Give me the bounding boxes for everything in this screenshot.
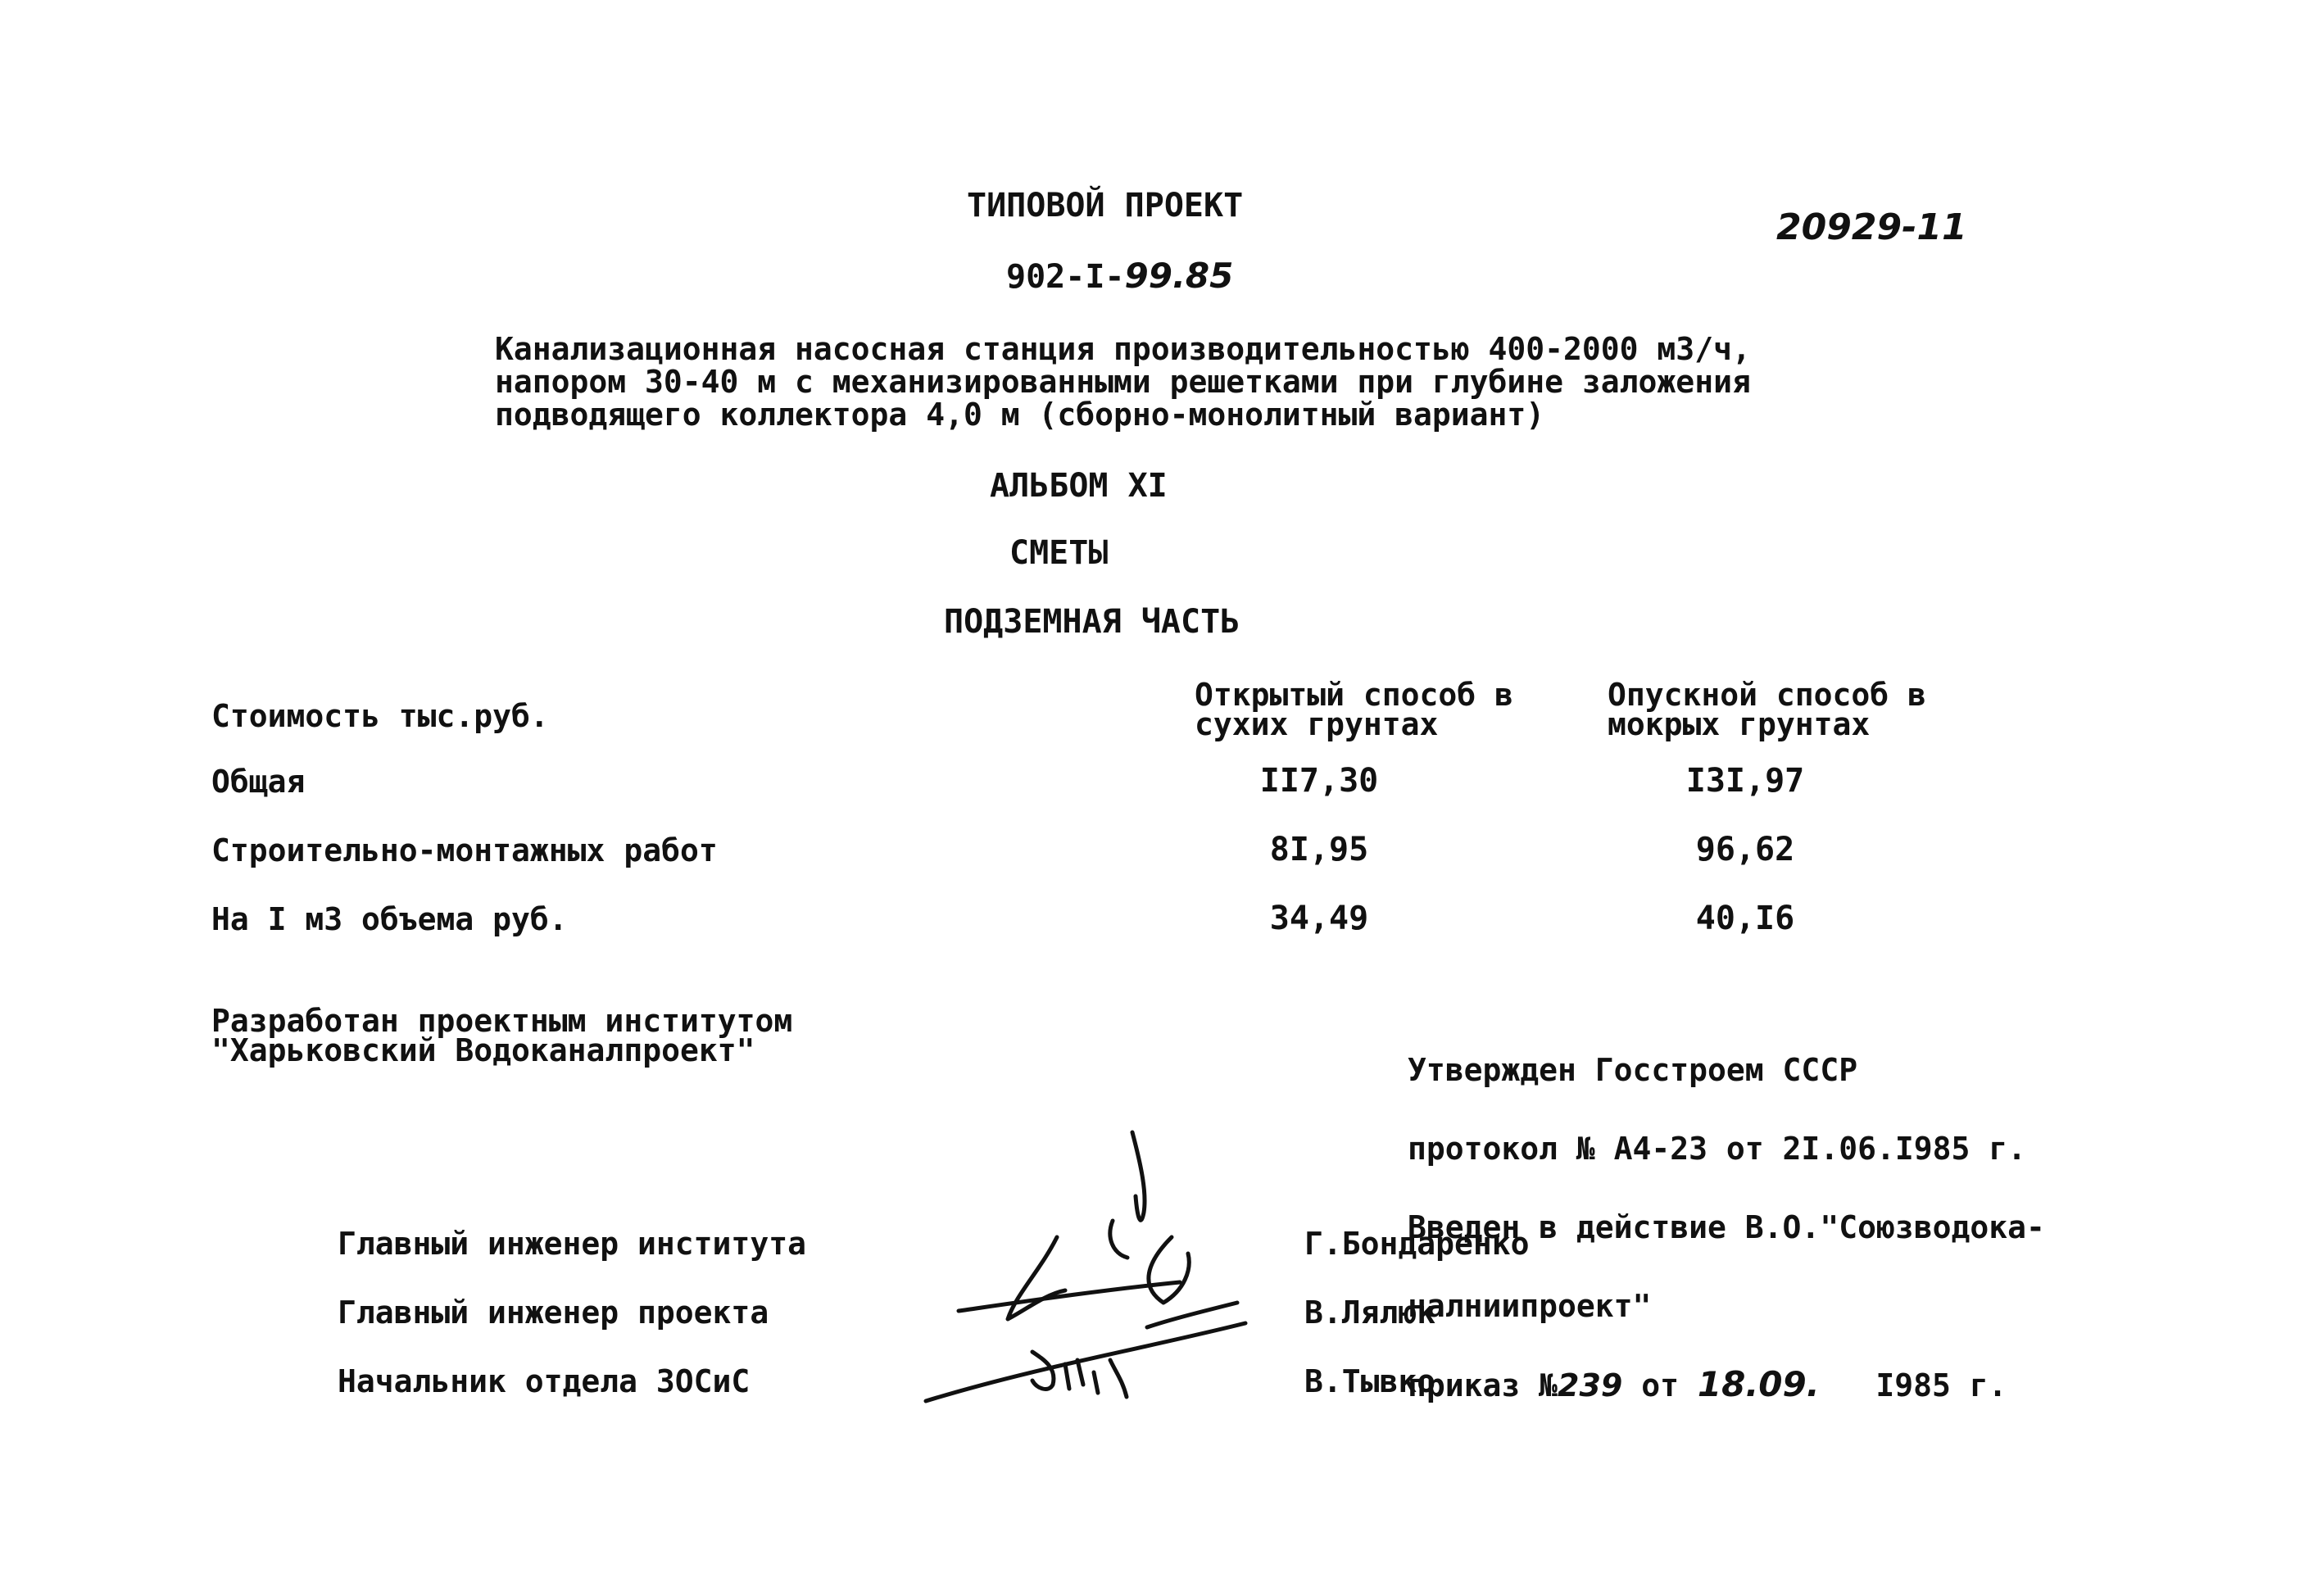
inventory-number-text: 20929-11 (1776, 206, 1967, 248)
project-number-suffix: 99.85 (1124, 256, 1234, 296)
signature-stroke-swoosh-1 (959, 1282, 1180, 1311)
row-value-total-lowered: I3I,97 (1685, 762, 1805, 800)
column-header-lowered-line-2: мокрых грунтах (1608, 706, 1871, 742)
signatory-name-2: В.Лялюк (1304, 1294, 1436, 1331)
project-description (495, 333, 1751, 431)
row-value-total-open: II7,30 (1259, 762, 1379, 800)
approval-line-4: налниипроект" (1408, 1288, 1652, 1324)
row-value-construction-lowered: 96,62 (1695, 831, 1795, 868)
project-number-prefix: 902-I- (1006, 258, 1125, 296)
row-value-per-m3-open: 34,49 (1269, 900, 1369, 937)
description-line-2: напором 30-40 м с механизированными решетками при глубине заложения (495, 364, 1751, 400)
developer-line-1: Разработан проектным институтом (211, 1003, 793, 1039)
column-header-lowered (1608, 677, 1926, 742)
signature-stroke-top (1132, 1132, 1145, 1220)
project-number (1006, 256, 1233, 296)
order-prefix: приказ № (1408, 1367, 1558, 1403)
signature-stroke-underline (926, 1323, 1245, 1401)
signature-stroke-left (1008, 1237, 1065, 1319)
signatory-role-1: Главный инженер института (338, 1226, 806, 1262)
order-date: 18.09. (1697, 1364, 1820, 1404)
cost-caption: Стоимость тыс.руб. (211, 698, 549, 734)
row-label-total: Общая (211, 764, 306, 800)
signature-2-letters (1065, 1360, 1127, 1397)
signatory-name-1: Г.Бондаренко (1304, 1226, 1530, 1262)
signatory-role-3: Начальник отдела ЗОСиС (338, 1363, 751, 1399)
description-line-1: Канализационная насосная станция производительностью 400-2000 м3/ч, (495, 331, 1751, 367)
approval-line-1: Утвержден Госстроем СССР (1408, 1052, 1858, 1088)
order-number: 239 (1558, 1367, 1623, 1403)
signatures-graphic (901, 1114, 1295, 1409)
approval-line-2: протокол № А4-23 от 2I.06.I985 г. (1408, 1131, 2026, 1167)
approval-line-3: Введен в действие В.О."Союзводока- (1408, 1209, 2045, 1245)
signatory-name-3: В.Тывко (1304, 1363, 1436, 1399)
section-title: СМЕТЫ (1009, 534, 1109, 572)
order-from: от (1641, 1367, 1680, 1403)
order-year: I985 г. (1875, 1367, 2007, 1403)
row-value-construction-open: 8I,95 (1269, 831, 1369, 868)
inventory-number (1776, 206, 1967, 248)
description-line-3: подводящего коллектора 4,0 м (сборно-монолитный вариант) (495, 397, 1545, 433)
row-label-per-m3: На I м3 объема руб. (211, 901, 568, 937)
signature-stroke-tail (1147, 1303, 1237, 1327)
row-label-construction: Строительно-монтажных работ (211, 832, 718, 868)
approval-block (1408, 1004, 2045, 1425)
signature-stroke-hook (1110, 1221, 1127, 1258)
developer-line-2: "Харьковский Водоканалпроект" (211, 1032, 755, 1068)
document-title: ТИПОВОЙ ПРОЕКТ (967, 187, 1244, 224)
subsection-title: ПОДЗЕМНАЯ ЧАСТЬ (944, 603, 1240, 641)
approval-order-line (1408, 1364, 2045, 1404)
album-label: АЛЬБОМ XI (990, 467, 1168, 505)
column-header-open (1195, 677, 1513, 742)
signatory-role-2: Главный инженер проекта (338, 1294, 769, 1331)
signature-stroke-loop (1149, 1237, 1189, 1303)
developer-block (211, 1003, 793, 1068)
column-header-open-line-1: Открытый способ в (1195, 677, 1513, 713)
column-header-open-line-2: сухих грунтах (1195, 706, 1439, 742)
column-header-lowered-line-1: Опускной способ в (1608, 677, 1926, 713)
row-value-per-m3-lowered: 40,I6 (1695, 900, 1795, 937)
